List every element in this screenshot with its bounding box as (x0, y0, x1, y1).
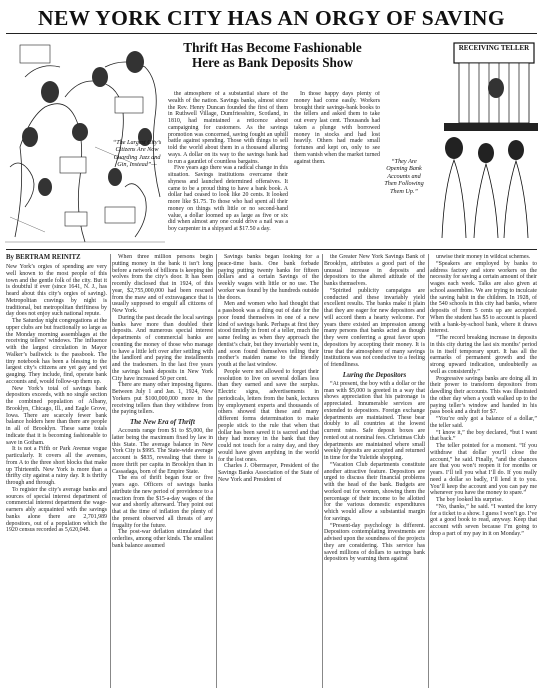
paragraph: “Present-day psychology is different. Depositors contemplating investments are advised upon the soundness of the projects they are considering. This service has saved millions of dollars to savings bank depositors by warning them against (324, 522, 425, 563)
paragraph: “Speakers are employed by banks to address factory and store workers on the necessity for saving a certain amount of their wages each week. Talks are also given at school assemblies. We are trying to inculcate the saving habit in the children. In 1928, of the 540 schools in this city had banks, where deposits of from 5 cents up are accepted. When the student has $5 to account is placed with a bank-by-school bank, where it draws interest. (430, 260, 537, 335)
paragraph: The era of thrift began four or five years ago. Officers of savings banks attribute the new period of providence to a reaction from the $15-a-day wages of the war and shortly afterward. They point out that at the time of inflation the plenty of the present observed all threats of any frugality for the future. (112, 475, 213, 529)
column-divider (428, 254, 429, 688)
teller-sign: RECEIVING TELLER (458, 44, 530, 52)
paragraph: unwise their money in wildcat schemes. (436, 254, 531, 260)
column-divider (216, 254, 217, 688)
paragraph: The teller pointed for a moment. “If you withdraw that dollar you’ll close the account,” he said. Finally, “and the chances are that you won’t reopen it for months or years. I’ll tell you what I’ll do. If you really need a dollar so badly, I’ll lend it to you. You’ll keep the account and you can pay me whenever you have the money to spare.” (430, 443, 537, 497)
paragraph: Five years ago there was a radical change in this situation. Savings institutions overcame their shyness and launched determined offensives. It came to be a proud thing to have a bank book. A dollar had ceased to look like 20 cents. It looked more like $1.75. To those who had spent all their money on things with little or no second-hand value, a dollar loomed up as large as five or six did when almost any one could drive a nail was a boy carpenter in a shipyard at $17.50 a day. (168, 165, 288, 232)
paragraph: New York’s total of savings bank depositors exceeds, with no single section the combined population of Albany, Brooklyn, Chicago, Ill., and Eagle Grove, Iowa. There are scarcely fewer bank balance holders here than there are people in all of Brooklyn. These same totals indicate that it is becoming fashionable to save in Gotham. (6, 385, 107, 446)
paragraph: “At present, the boy with a dollar or the man with $5,000 is greeted in a way that shows appreciation that his patronage is appreciated. Innumerable services are extended to depositors. Foreign exchange departments are maintained. These bear doubly to all countries at the lowest current rates. Safe deposit boxes are rented out at nominal fees. Christmas Club departments are maintained where small weekly deposits are accepted and returned in time for the Yuletide shopping. (324, 380, 425, 461)
subhead (165, 40, 380, 70)
column-divider (110, 254, 111, 688)
paragraph: the atmosphere of a substantial share of the wealth of the nation. Savings banks, almost since the Rev. Henry Duncan founded the first of them in Ruthwell Village, Dumfriesshire, Scotland, in 1810, had maintained a reticence about campaigning for customers. As the savings promotion was concerned, saving fought an uphill battle against spending. Those with things to sell told the world about them in a thousand alluring ways. A dollar on its way to the savings bank had to run a gauntlet of countless bargains. (168, 91, 288, 165)
paragraph: Savings banks began looking for a peace-time basis. One bank forbade paying putting twenty banks for fifteen dollars and a certain Savings of the weekly wages with little or no use. The worker was found by the hundreds outside the doors. (218, 254, 319, 301)
paragraph: There are many other imposing figures. Between July 1 and Jan. 1, 1924, New Yorkers put $100,000,000 more in the receiving tellers than they withdrew from the paying tellers. (112, 382, 213, 416)
column-2 (112, 254, 213, 688)
paragraph: Charles J. Obermayer, President of the Savings Banks Association of the State of New York and President of (218, 463, 319, 483)
caption-left: “The Largest City’s Citizens Are Now Guarding Jazz and Gin, Instead”— (112, 139, 162, 169)
paragraph: It is not a Fifth or Park Avenue vogue particularly. It covers all the avenues, from A to the three short blocks that make up Thirteenth. New York is more than a thrifty city against a rainy day. It is thrifty through and through. (6, 446, 107, 486)
paragraph: New York’s orgies of spending are very well known to the most people of this town and the gentle folk of the city. But it is doubtful if ever (since 1641, N. J., has heard about this city’s orgies of saving). Metropolitan cravings by night is traditional, but metropolitan thriftiness by day does not enjoy such national repute. (6, 264, 107, 318)
paragraph: People were not allowed to forget their resolution to live on several dollars less than they earned and save the surplus. Electric signs, advertisements in periodicals, letters from the bank, lectures by employment experts and thousands of others showed that these and many different forms determination to make people stick to the rule that when that dollar has been saved it is sacred and that they had money in the bank that they could not touch for a rainy day, and they would have given anything in the world for the lost ones. (218, 368, 319, 463)
subhead-line-2: Here as Bank Deposits Show (192, 55, 353, 70)
column-4 (324, 254, 425, 688)
paragraph: To register the city’s average banks and sources of special interest department of commercial interest department the wage-earners ably acquainted with the savings banks alone there are 2,701,989 depositors, out of a population which the 1920 census recorded as 5,620,048. (6, 486, 107, 534)
paragraph: “No, thanks,” he said. “I wanted the lorry for a ticket to a show. I guess I won’t go. I’ve got a good book to read, anyway. Keep that account with seven because I’m going to drop a part of my pay in it on Monday.” (430, 503, 537, 537)
paragraph: The post-war deflation stimulated that orderlies, among other kinds. The smallest bank balance assumed (112, 529, 213, 549)
paragraph: “The record breaking increase in deposits in this city during the last six months’ period is in itself temporary spurt. It has all the earmarks of permanent growth and the strong upward indication, undoubtedly as well as consistently.” (430, 335, 537, 375)
section-heading-new-era: The New Era of Thrift (130, 418, 195, 426)
paragraph: The boy looked his surprise. (436, 497, 503, 503)
paragraph: the Greater New York Savings Bank of Brooklyn, attributes a good part of the unusual increase in deposits and depositors to the altered attitude of the banks themselves. (324, 254, 425, 287)
column-5 (430, 254, 537, 688)
headline: NEW YORK CITY HAS AN ORGY OF SAVING (38, 6, 505, 30)
column-1 (6, 254, 107, 688)
caption-right: “They Are Opening Bank Accounts and Then Following Them Up.” (384, 158, 424, 195)
subhead-line-1: Thrift Has Become Fashionable (183, 40, 362, 55)
column-top-middle (168, 91, 288, 247)
paragraph: “I know it,” the boy declared, “but I want that back.” (430, 429, 537, 443)
paragraph: Accounts range from $1 to $5,000, the latter being the maximum fixed by law in this State. The average balance in New York City is $995. The State-wide average account is $835, revealing that there is more thrift per capita in Brooklyn than in Cassadaga, born of the Empire State. (112, 428, 213, 475)
headline-rule (6, 33, 537, 34)
paragraph: The Saturday night congregations at the upper clubs are but fractionally so large as the Monday morning assemblages at the receiving tellers’ windows. The influence with the largest circulation in Mayor Walker’s bailiwick is the passbook. The tiny notebook has been a blessing to the largest city’s citizens are yet gay and yet gauging. They include, find, operate bank accounts and, would follow-up them up. (6, 318, 107, 385)
section-rule (6, 249, 537, 250)
column-divider (322, 254, 323, 688)
paragraph: Men and women who had thought that a passbook was a thing out of date for the poor found themselves in one of a new kind of savings bank. Perhaps at first they stood timidly in front of a teller, much the same feeling as when they approach the dentist’s chair, but they invariably went in, and soon found themselves telling their mother’s maiden name to the friendly youth at the last window. (218, 301, 319, 368)
paragraph: Progressive savings banks are doing all in their power to transform depositors from dawdling their accounts. This was illustrated the other day when a youth walked up to the paying teller’s window and handed in his pass book and a draft for $7. (430, 375, 537, 416)
column-3 (218, 254, 319, 688)
paragraph: When three million persons begin putting money in the bank it isn’t long before a network of billions is keeping the wolves from the city’s door. It has been recently disclosed that in 1924, of this year, $2,755,000,000 had been rescued from the maw and of extravagance that is usually supposed to engulf all citizens of New York. (112, 254, 213, 314)
teller-illustration (424, 38, 538, 243)
column-top-right (294, 91, 380, 247)
section-heading-depositors: Luring the Depositors (342, 370, 407, 379)
paragraph: “Spirited publicity campaigns are conducted and these invariably yield excellent results. The banks make it plain that they are eager for new depositors and will accord them a hearty welcome. For years there existed an impression among many persons that banks acted as though they were conferring a great favor upon depositors by accepting their money. It is true that the atmosphere of many savings institutions was not conducive to a feeling of friendliness. (324, 287, 425, 368)
byline: By BERTRAM REINITZ (6, 254, 81, 261)
paragraph: “Vacation Club departments constitute another attractive feature. Depositors are urged to discuss their financial problems with the head of the bank. Budgets are worked out for women, showing them the percentage of their income to be allotted for the various domestic expenditures which would allow a substantial margin for savings. (324, 461, 425, 522)
paragraph: In those happy days plenty of money had come easily. Workers brought their savings-bank books to the tellers and asked them to take out every last cent. Thousands had taken a plunge with borrowed money in stocks and had lost heavily. Others had made small fortunes and kept on, only to see them vanish when the market turned against them. (294, 91, 380, 165)
paragraph: During the past decade the local savings banks have more than doubled their deposits. And numerous special interest departments of commercial banks are counting the money of those who manage to have a little left over after settling with the landlord and paying the installments and the tradesmen. In the last five years the savings bank deposits in New York City have increased 50 per cent. (112, 314, 213, 382)
paragraph: “You’re only got a balance of a dollar,” the teller said. (430, 416, 537, 429)
